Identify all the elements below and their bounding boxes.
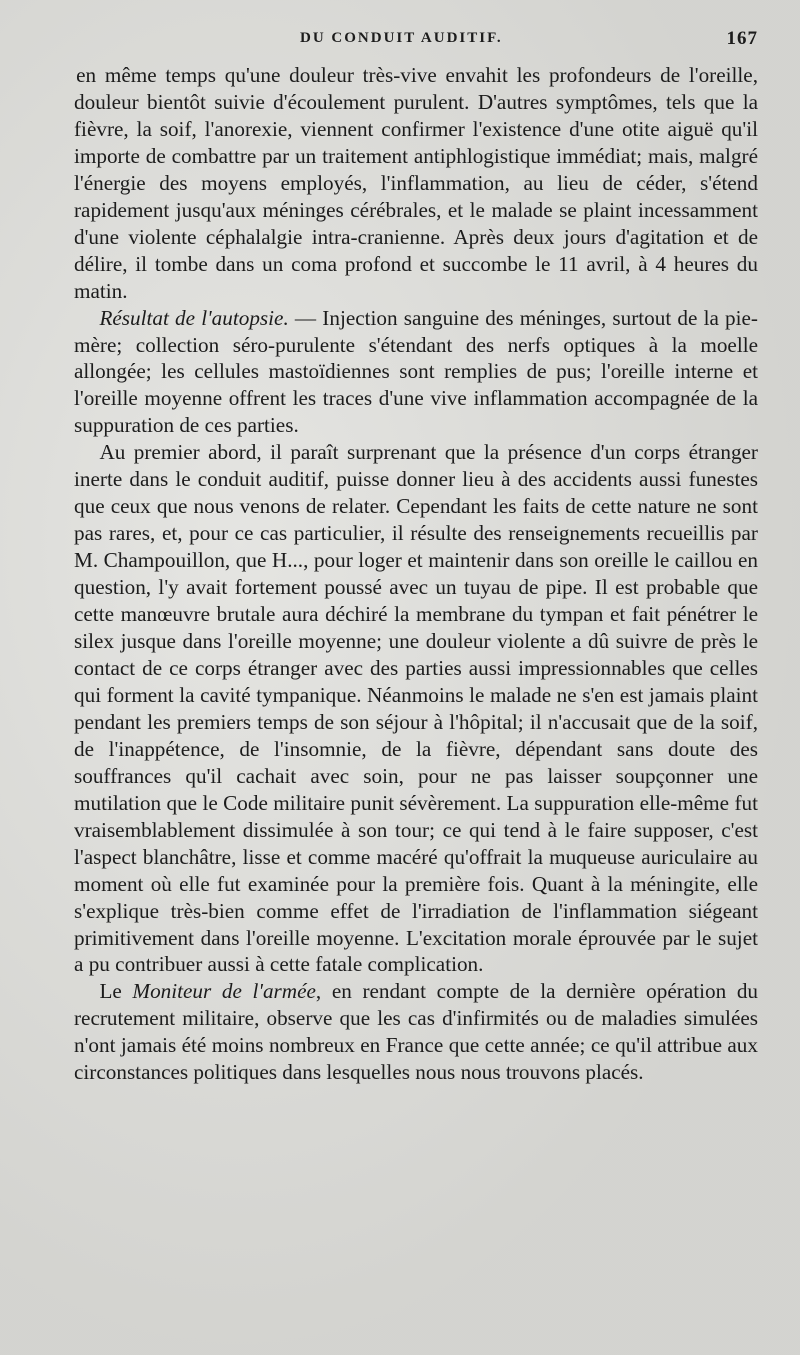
paragraph-discussion: Au premier abord, il paraît surprenant que la présence d'un corps étranger inerte dans le conduit auditif, puisse donner lieu à des accidents aussi funestes que ceux que nous venons de relater. Cependant les faits de cette nature ne sont pas rares, et, pour ce cas particulier, il résulte des renseignements recueillis par M. Champouillon, que H..., pour loger et maintenir dans son oreille le caillou en question, l'y avait fortement poussé avec un tuyau de pipe. Il est probable que cette manœuvre brutale aura déchiré la membrane du tympan et fait pénétrer le silex jusque dans l'oreille moyenne; une douleur violente a dû suivre de près le contact de ce corps étranger avec des parties aussi impressionnables que celles qui forment la cavité tympanique. Néanmoins le malade ne s'en est jamais plaint pendant les premiers temps de son séjour à l'hôpital; il n'accusait que de la soif, de l'inappétence, de l'insomnie, de la fièvre, dépendant sans doute des souffrances qu'il cachait avec soin, pour ne pas laisser soupçonner une mutilation que le Code militaire punit sévèrement. La suppuration elle-même fut vraisemblablement dissimulée à son tour; ce qui tend à le faire supposer, c'est l'aspect blanchâtre, lisse et comme macéré qu'offrait la muqueuse auriculaire au moment où elle fut examinée pour la première fois. Quant à la méningite, elle s'explique très-bien comme effet de l'irradiation de l'inflammation siégeant primitivement dans l'oreille moyenne. L'excitation morale éprouvée par le sujet a pu contribuer aussi à cette fatale complication. xyxy=(74,440,758,977)
moniteur-lead: Le xyxy=(99,979,133,1004)
paragraph-continuation: en même temps qu'une douleur très-vive envahit les profondeurs de l'oreille, douleur bientôt suivie d'écoulement purulent. D'autres symptômes, tels que la fièvre, la soif, l'anorexie, viennent confirmer l'existence d'une otite aiguë qu'il importe de combattre par un traitement antiphlogistique immédiat; mais, malgré l'énergie des moyens employés, l'inflammation, au lieu de céder, s'étend rapidement jusqu'aux méninges cérébrales, et le malade se plaint incessamment d'une violente céphalalgie intra-cranienne. Après deux jours d'agitation et de délire, il tombe dans un coma profond et succombe le 11 avril, à 4 heures du matin. xyxy=(74,63,758,303)
running-head xyxy=(74,24,758,62)
autopsy-heading: Résultat de l'autopsie. xyxy=(99,305,289,330)
page-number: 167 xyxy=(726,28,758,49)
moniteur-text: , en rendant compte de la dernière opération du recrutement militaire, observe que les cas d'infirmités ou de maladies simulées n'ont jamais été moins nombreux en France que cette année; ce qu'il attribue aux circonstances politiques dans lesquelles nous nous trouvons placés. xyxy=(74,979,759,1085)
running-title: DU CONDUIT AUDITIF. xyxy=(300,30,503,46)
moniteur-title: Moniteur de l'armée xyxy=(132,979,316,1004)
autopsy-text: — Injection sanguine des méninges, surtout de la pie-mère; collection séro-purulente s'étendant des nerfs optiques à la moelle allongée; les cellules mastoïdiennes sont remplies de pus; l'oreille interne et l'oreille moyenne offrent les traces d'une vive inflammation accompagnée de la suppuration de ces parties. xyxy=(74,305,758,438)
paragraph-autopsy xyxy=(74,305,758,440)
body-text xyxy=(74,62,758,1086)
paragraph-moniteur xyxy=(74,978,758,1086)
